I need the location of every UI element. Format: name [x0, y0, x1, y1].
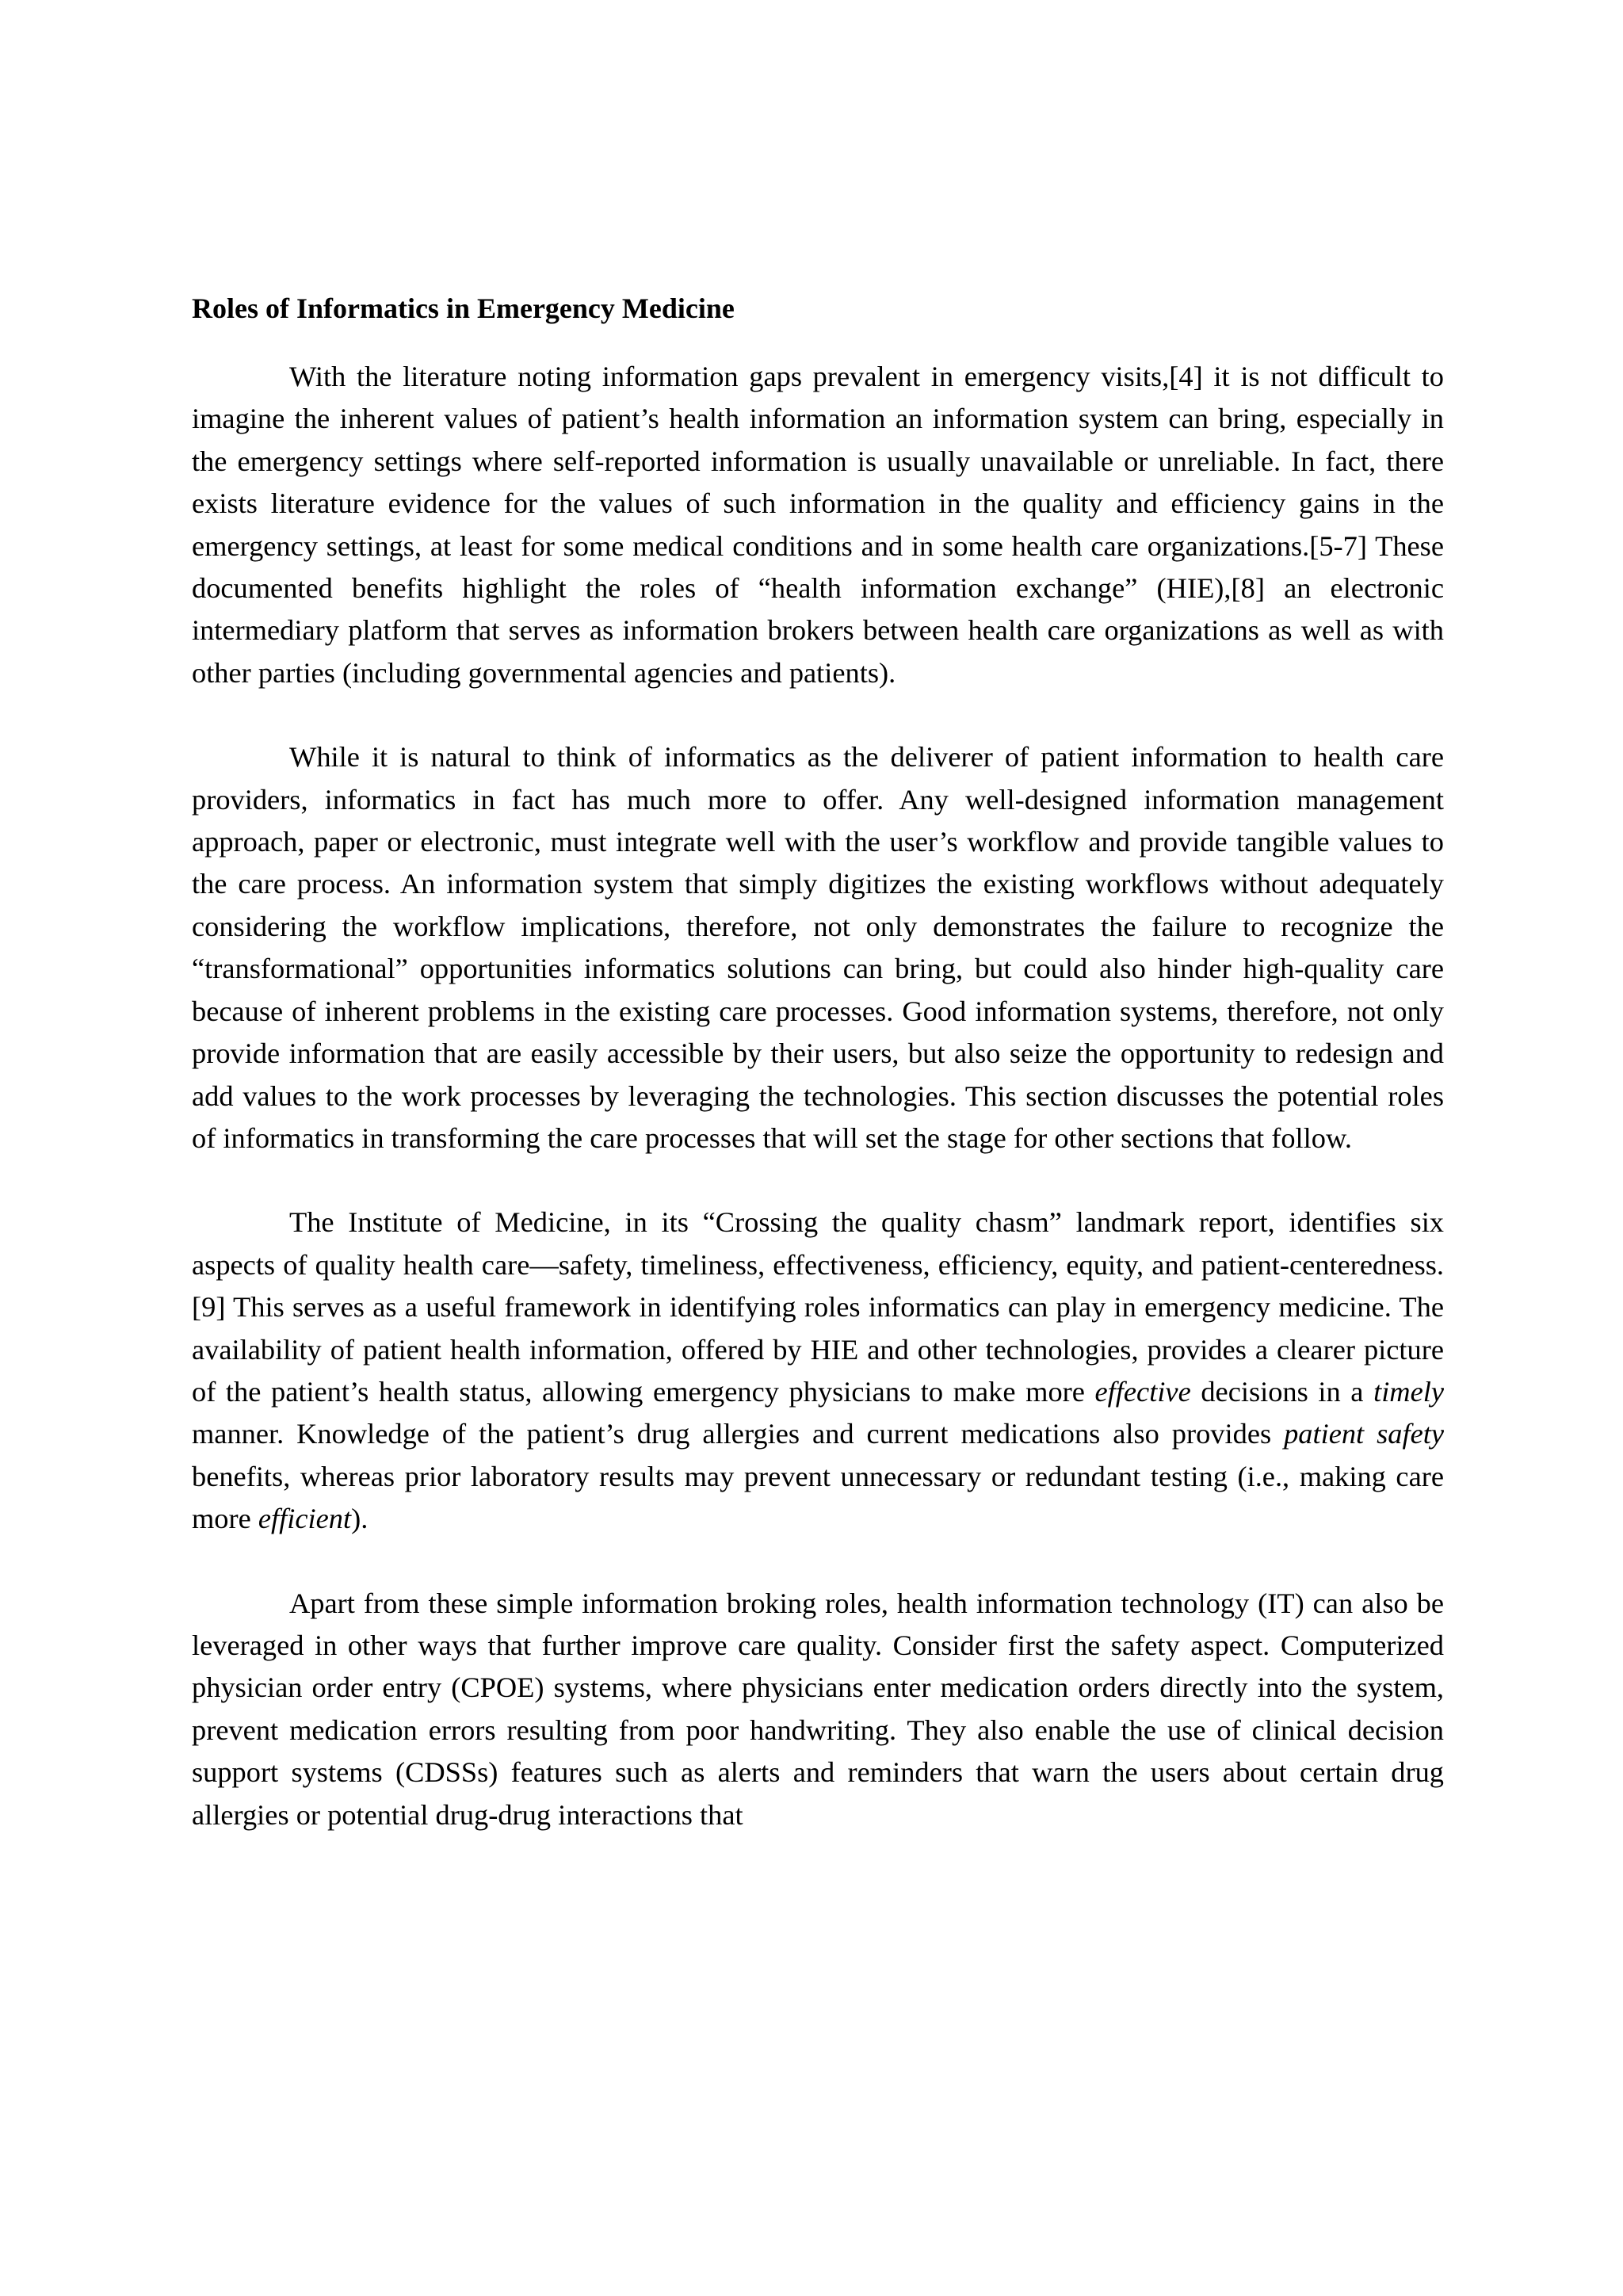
- document-page: [192, 287, 1444, 1878]
- text-run: ).: [351, 1503, 369, 1535]
- text-run: Apart from these simple information broking roles, health information technology (IT) can also be leveraged in other ways that further improve care quality. Consider first the safety aspect. Computerized physician order entry (CPOE) systems, where physicians enter medication orders directly into the system, prevent medication errors resulting from poor handwriting. They also enable the use of clinical decision support systems (CDSSs) features such as alerts and reminders that warn the users about certain drug allergies or potential drug-drug interactions that: [192, 1587, 1444, 1831]
- italic-term-patient-safety: patient safety: [1284, 1418, 1444, 1450]
- text-run: While it is natural to think of informatics as the deliverer of patient information to health care providers, informatics in fact has much more to offer. Any well-designed information management approach, paper or electronic, must integrate well with the user’s workflow and provide tangible values to the care process. An information system that simply digitizes the existing workflows without adequately considering the workflow implications, therefore, not only demonstrates the failure to recognize the “transformational” opportunities informatics solutions can bring, but could also hinder high-quality care because of inherent problems in the existing care processes. Good information systems, therefore, not only provide information that are easily accessible by their users, but also seize the opportunity to redesign and add values to the work processes by leveraging the technologies. This section discusses the potential roles of informatics in transforming the care processes that will set the stage for other sections that follow.: [192, 741, 1444, 1154]
- text-run: benefits, whereas prior laboratory results may prevent unnecessary or redundant testing (i.e., making care more: [192, 1460, 1444, 1535]
- paragraph-1: [192, 356, 1444, 694]
- text-run: decisions in a: [1190, 1375, 1374, 1408]
- italic-term-efficient: efficient: [258, 1503, 352, 1535]
- section-heading: Roles of Informatics in Emergency Medicine: [192, 292, 735, 324]
- italic-term-timely: timely: [1373, 1375, 1444, 1408]
- text-run: The Institute of Medicine, in its “Crossing the quality chasm” landmark report, identifies six aspects of quality health care—safety, timeliness, effectiveness, efficiency, equity, and patient-centeredness.[9] This serves as a useful framework in identifying roles informatics can play in emergency medicine. The availability of patient health information, offered by HIE and other technologies, provides a clearer picture of the patient’s health status, allowing emergency physicians to make more: [192, 1206, 1444, 1408]
- paragraph-2: [192, 736, 1444, 1159]
- text-run: manner. Knowledge of the patient’s drug allergies and current medications also provides: [192, 1418, 1285, 1450]
- paragraph-4: [192, 1583, 1444, 1836]
- paragraph-3: [192, 1201, 1444, 1540]
- italic-term-effective: effective: [1094, 1375, 1191, 1408]
- text-run: With the literature noting information gaps prevalent in emergency visits,[4] it is not difficult to imagine the inherent values of patient’s health information an information system can bring, especially in the emergency settings where self-reported information is usually unavailable or unreliable. In fact, there exists literature evidence for the values of such information in the quality and efficiency gains in the emergency settings, at least for some medical conditions and in some health care organizations.[5-7] These documented benefits highlight the roles of “health information exchange” (HIE),[8] an electronic intermediary platform that serves as information brokers between health care organizations as well as with other parties (including governmental agencies and patients).: [192, 361, 1444, 689]
